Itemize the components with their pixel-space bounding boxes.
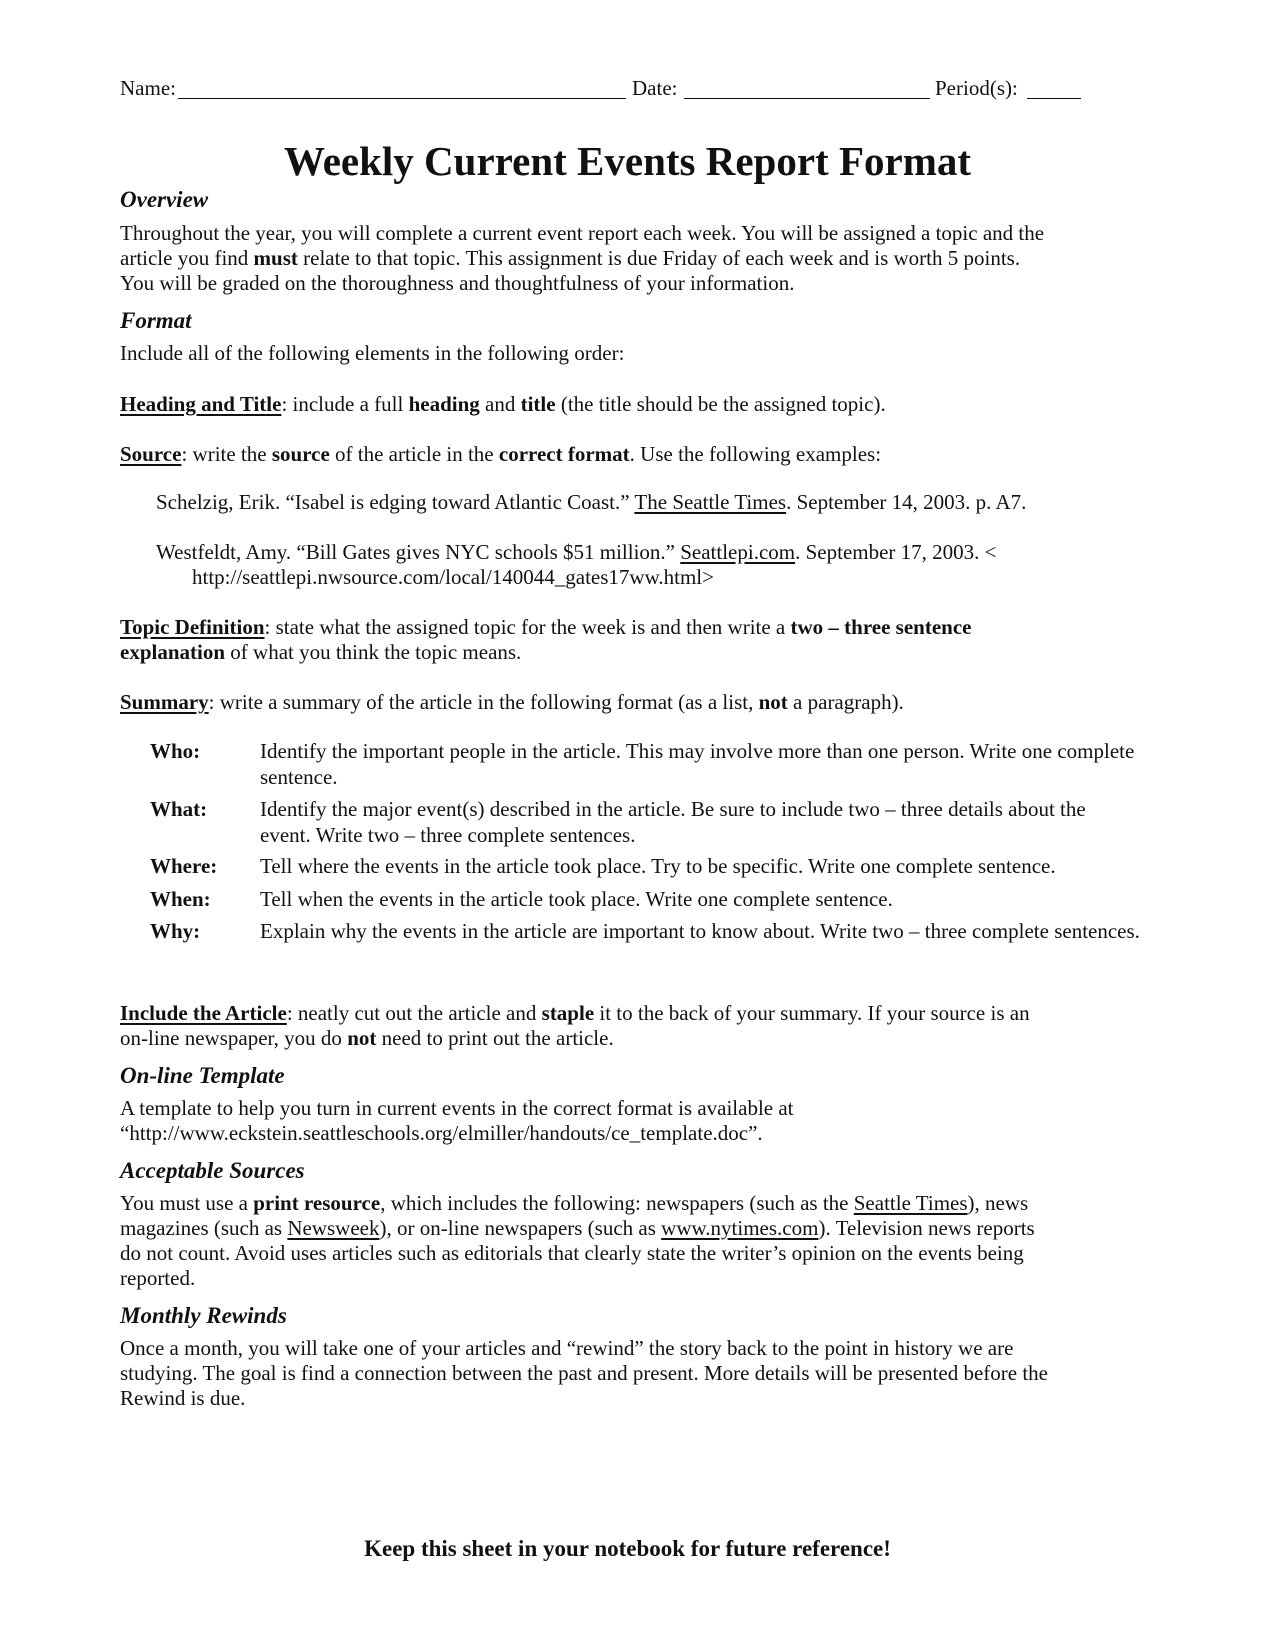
include-article-line-2: on-line newspaper, you do not need to print out the article. — [120, 1026, 614, 1050]
header-row — [120, 76, 1135, 102]
date-blank[interactable] — [684, 98, 930, 99]
heading-title-rule: Heading and Title: include a full heading and title (the title should be the assigned topic). — [120, 392, 886, 416]
acceptable-sources-line-4: reported. — [120, 1266, 196, 1290]
name-blank[interactable] — [178, 98, 626, 99]
topic-definition-line-2: explanation of what you think the topic means. — [120, 640, 522, 664]
summary-rule: Summary: write a summary of the article in the following format (as a list, not a paragraph). — [120, 690, 904, 714]
include-article-line-1: Include the Article: neatly cut out the article and staple it to the back of your summary. If your source is an — [120, 1001, 1030, 1025]
overview-line-2: article you find must relate to that topic. This assignment is due Friday of each week and is worth 5 points. — [120, 246, 1021, 270]
overview-line-1: Throughout the year, you will complete a current event report each week. You will be assigned a topic and the — [120, 221, 1045, 245]
online-template-heading: On-line Template — [120, 1063, 285, 1088]
acceptable-sources-line-2: magazines (such as Newsweek), or on-line newspapers (such as www.nytimes.com). Television news reports — [120, 1216, 1035, 1240]
acceptable-sources-heading: Acceptable Sources — [120, 1158, 305, 1183]
acceptable-sources-line-1: You must use a print resource, which includes the following: newspapers (such as the Seattle Times), news — [120, 1191, 1029, 1215]
document-page: Name: Date: Period(s): Weekly Current Events Report Format Overview Throughout the year, you will complete a current event report each week. You will be assigned a topic and the article you find must relate to that topic. This assignment is due Friday of each week and is worth 5 points. You will be graded on the thoroughness and thoughtfulness of your information. Format Include all of the following elements in the following order: Heading and Title: include a full heading and title (the title should be the assigned topic). Source: write the source of the article in the correct format. Use the following examples: Schelzig, Erik. “Isabel is edging toward Atlantic Coast.” The Seattle Times. September 14, 2003. p. A7. Westfeldt, Amy. “Bill Gates gives NYC schools $51 million.” Seattlepi.com. September 17, 2003. < http://seattlepi.nwsource.com/local/140044_gates17ww.html> Topic Definition: state what the assigned topic for the week is and then write a two – three sentence explanation of what you think the topic means. Summary: write a summary of the article in the following format (as a list, not a paragraph). Who: Identify the important people in the article. This may involve more than one person. Write one complete sentence. What: Identify the major event(s) described in the article. Be sure to include two – three details about the event. Write two – three complete sentences. Where: Tell where the events in the article took place. Try to be specific. Write one complete sentence. When: Tell when the events in the article took place. Write one complete sentence. Why: Explain why the events in the article are important to know about. Write two – three complete sentences. Include the Article: neatly cut out the article and staple it to the back of your summary. If your source is an on-line newspaper, you do not need to print out the article. On-line Template A template to help you turn in current events in the correct format is available at “http://www.eckstein.seattleschools.org/elmiller/handouts/ce_template.doc”. Acceptable Sources You must use a print resource, which includes the following: newspapers (such as the Seattle Times), news magazines (such as Newsweek), or on-line newspapers (such as www.nytimes.com). Television news reports do not count. Avoid uses articles such as editorials that clearly state the writer’s opinion on the events being reported. Monthly Rewinds Once a month, you will take one of your articles and “rewind” the story back to the point in history we are studying. The goal is find a connection between the past and present. More details will be presented before the Rewind is due. Keep this sheet in your notebook for future reference! — [120, 76, 1140, 1561]
footer-note: Keep this sheet in your notebook for future reference! — [364, 1536, 891, 1561]
topic-definition-line-1: Topic Definition: state what the assigned topic for the week is and then write a two – three sentence — [120, 615, 972, 639]
monthly-rewinds-line-2: studying. The goal is find a connection between the past and present. More details will be presented before the — [120, 1361, 1048, 1385]
format-intro: Include all of the following elements in the following order: — [120, 341, 625, 365]
overview-line-3: You will be graded on the thoroughness and thoughtfulness of your information. — [120, 271, 795, 295]
monthly-rewinds-line-1: Once a month, you will take one of your articles and “rewind” the story back to the point in history we are — [120, 1336, 1014, 1360]
topic-definition-label: Topic Definition — [120, 615, 265, 639]
page-title: Weekly Current Events Report Format — [283, 138, 971, 184]
online-template-line-1: A template to help you turn in current events in the correct format is available at — [120, 1096, 794, 1120]
source-example-1: Schelzig, Erik. “Isabel is edging toward Atlantic Coast.” The Seattle Times. September 14, 2003. p. A7. — [156, 490, 1027, 514]
format-heading: Format — [120, 308, 192, 333]
period-blank[interactable] — [1027, 98, 1081, 99]
summary-label: Summary — [120, 690, 209, 714]
source-rule: Source: write the source of the article in the correct format. Use the following examples: — [120, 442, 882, 466]
monthly-rewinds-line-3: Rewind is due. — [120, 1386, 246, 1410]
date-label: Date: — [632, 76, 678, 100]
source-label: Source — [120, 442, 182, 466]
online-template-url: “http://www.eckstein.seattleschools.org/elmiller/handouts/ce_template.doc”. — [120, 1121, 763, 1145]
acceptable-sources-line-3: do not count. Avoid uses articles such as editorials that clearly state the writer’s opinion on the events being — [120, 1241, 1024, 1265]
source-example-2: Westfeldt, Amy. “Bill Gates gives NYC schools $51 million.” Seattlepi.com. September 17, 2003. < — [156, 540, 997, 564]
overview-heading: Overview — [120, 187, 209, 212]
monthly-rewinds-heading: Monthly Rewinds — [120, 1303, 287, 1328]
source-example-2-url: http://seattlepi.nwsource.com/local/140044_gates17ww.html> — [192, 565, 714, 589]
include-article-label: Include the Article — [120, 1001, 287, 1025]
period-label: Period(s): — [935, 76, 1018, 100]
name-label: Name: — [120, 76, 176, 100]
heading-title-label: Heading and Title — [120, 392, 282, 416]
